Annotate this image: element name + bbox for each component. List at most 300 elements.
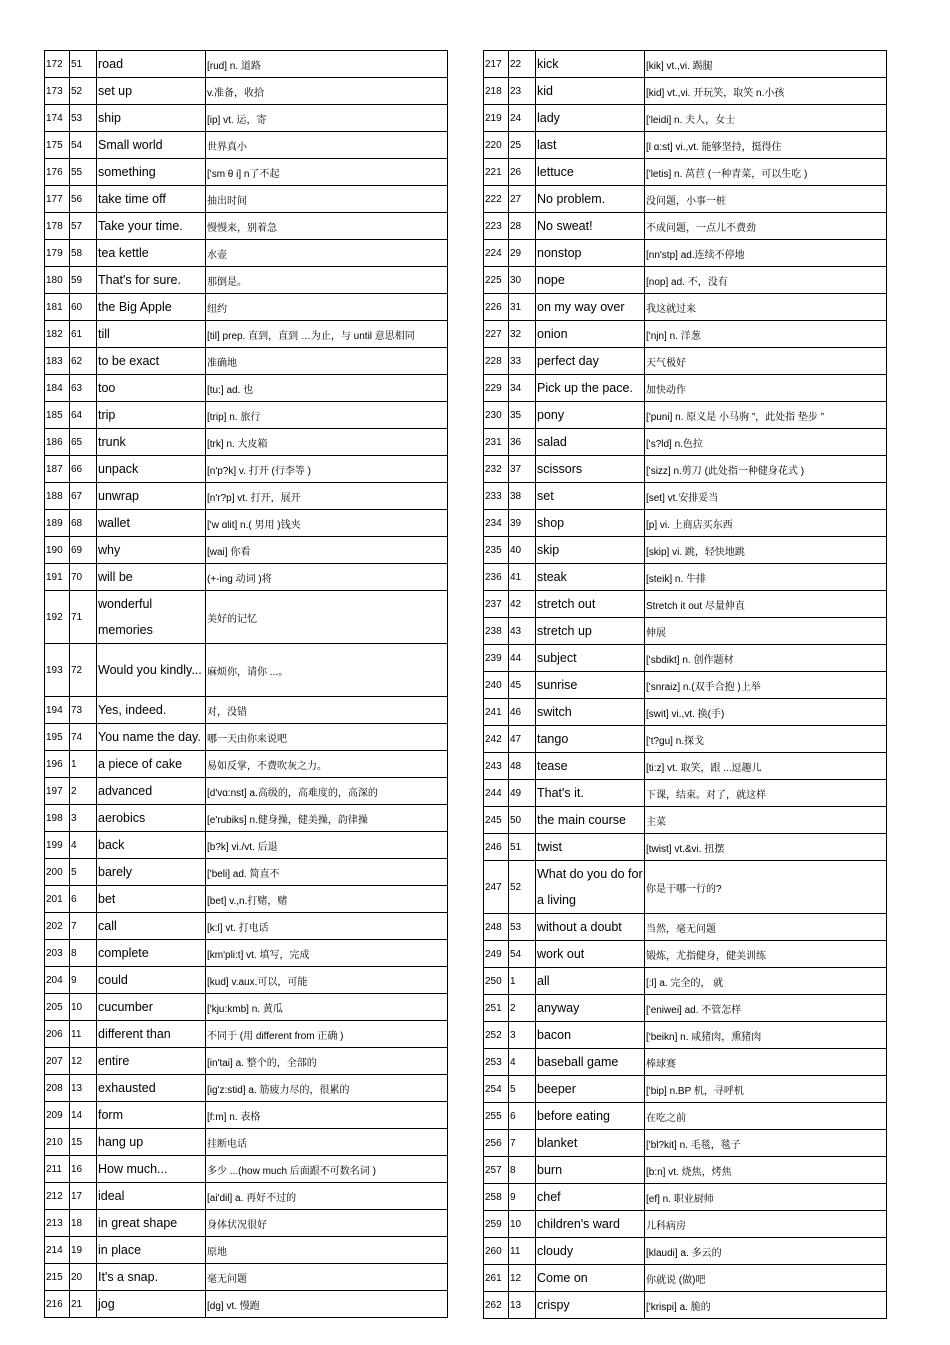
row-index: 192: [45, 591, 70, 644]
vocab-word: in great shape: [97, 1210, 206, 1237]
vocab-word: anyway: [536, 995, 645, 1022]
row-index: 178: [45, 213, 70, 240]
vocab-definition: 当然，毫无问题: [645, 914, 887, 941]
table-row: [484, 726, 887, 753]
vocab-word: perfect day: [536, 348, 645, 375]
vocab-table-left: [44, 50, 448, 1318]
lesson-number: 41: [509, 564, 536, 591]
vocab-definition: ['beikn] n. 咸猪肉，熏猪肉: [645, 1022, 887, 1049]
lesson-number: 59: [70, 267, 97, 294]
vocab-definition: 棒球赛: [645, 1049, 887, 1076]
table-row: [484, 1130, 887, 1157]
vocab-word: ideal: [97, 1183, 206, 1210]
table-row: [484, 1184, 887, 1211]
row-index: 246: [484, 834, 509, 861]
table-row: [45, 186, 448, 213]
vocab-word: No sweat!: [536, 213, 645, 240]
row-index: 213: [45, 1210, 70, 1237]
vocab-definition: 挂断电话: [206, 1129, 448, 1156]
vocab-definition: ['sbdikt] n. 创作题材: [645, 645, 887, 672]
lesson-number: 5: [509, 1076, 536, 1103]
vocab-word: pony: [536, 402, 645, 429]
vocab-word: entire: [97, 1048, 206, 1075]
vocab-word: tango: [536, 726, 645, 753]
vocab-word: kick: [536, 51, 645, 78]
row-index: 248: [484, 914, 509, 941]
table-row: [484, 1265, 887, 1292]
row-index: 236: [484, 564, 509, 591]
lesson-number: 71: [70, 591, 97, 644]
vocab-word: baseball game: [536, 1049, 645, 1076]
table-row: [484, 618, 887, 645]
vocab-definition: [wai] 你看: [206, 537, 448, 564]
row-index: 225: [484, 267, 509, 294]
vocab-definition: [ai'dil] a. 再好不过的: [206, 1183, 448, 1210]
vocab-definition: [trip] n. 旅行: [206, 402, 448, 429]
table-row: [484, 537, 887, 564]
vocab-definition: ['letis] n. 莴苣 (一种青菜，可以生吃 ): [645, 159, 887, 186]
vocab-word: subject: [536, 645, 645, 672]
table-row: [45, 564, 448, 591]
row-index: 210: [45, 1129, 70, 1156]
table-row: [45, 697, 448, 724]
vocab-word: jog: [97, 1291, 206, 1318]
vocab-definition: [in'tai] a. 整个的，全部的: [206, 1048, 448, 1075]
table-row: [484, 321, 887, 348]
lesson-number: 34: [509, 375, 536, 402]
lesson-number: 16: [70, 1156, 97, 1183]
lesson-number: 29: [509, 240, 536, 267]
vocab-definition: [ti:z] vt. 取笑，跟 ...逗趣儿: [645, 753, 887, 780]
lesson-number: 36: [509, 429, 536, 456]
vocab-word: twist: [536, 834, 645, 861]
row-index: 184: [45, 375, 70, 402]
vocab-word: exhausted: [97, 1075, 206, 1102]
vocab-word: road: [97, 51, 206, 78]
vocab-word: No problem.: [536, 186, 645, 213]
vocab-definition: [f:m] n. 表格: [206, 1102, 448, 1129]
lesson-number: 70: [70, 564, 97, 591]
table-row: [484, 159, 887, 186]
vocab-definition: [dg] vt. 慢跑: [206, 1291, 448, 1318]
vocab-word: work out: [536, 941, 645, 968]
vocab-definition: 锻炼，尤指健身，健美训练: [645, 941, 887, 968]
lesson-number: 45: [509, 672, 536, 699]
lesson-number: 44: [509, 645, 536, 672]
vocab-word: nonstop: [536, 240, 645, 267]
row-index: 201: [45, 886, 70, 913]
table-row: [45, 805, 448, 832]
vocab-definition: ['s?ld] n.色拉: [645, 429, 887, 456]
vocab-definition: Stretch it out 尽量伸直: [645, 591, 887, 618]
vocab-definition: ['krispi] a. 脆的: [645, 1292, 887, 1319]
vocab-definition: [b:n] vt. 烧焦，烤焦: [645, 1157, 887, 1184]
row-index: 175: [45, 132, 70, 159]
row-index: 245: [484, 807, 509, 834]
vocab-word: tea kettle: [97, 240, 206, 267]
table-row: [484, 186, 887, 213]
lesson-number: 53: [509, 914, 536, 941]
table-row: [45, 537, 448, 564]
vocab-word: take time off: [97, 186, 206, 213]
lesson-number: 8: [509, 1157, 536, 1184]
table-row: [45, 1264, 448, 1291]
vocab-definition: [trk] n. 大皮箱: [206, 429, 448, 456]
vocab-word: form: [97, 1102, 206, 1129]
vocab-word: That's for sure.: [97, 267, 206, 294]
vocab-table-left-body: [45, 51, 448, 1318]
vocab-definition: [tu:] ad. 也: [206, 375, 448, 402]
vocab-definition: ['puni] n. 原义是 小马驹 ”，此处指 垫步 ”: [645, 402, 887, 429]
vocab-word: the Big Apple: [97, 294, 206, 321]
vocab-word: shop: [536, 510, 645, 537]
lesson-number: 25: [509, 132, 536, 159]
row-index: 186: [45, 429, 70, 456]
vocab-word: call: [97, 913, 206, 940]
vocab-word: trunk: [97, 429, 206, 456]
vocab-definition: ['njn] n. 洋葱: [645, 321, 887, 348]
vocab-word: bet: [97, 886, 206, 913]
lesson-number: 14: [70, 1102, 97, 1129]
table-row: [484, 780, 887, 807]
vocab-word: set up: [97, 78, 206, 105]
lesson-number: 49: [509, 780, 536, 807]
vocab-definition: [twist] vt.&vi. 扭摆: [645, 834, 887, 861]
table-row: [484, 456, 887, 483]
vocab-word: chef: [536, 1184, 645, 1211]
row-index: 174: [45, 105, 70, 132]
vocab-definition: 不成问题，一点儿不费劲: [645, 213, 887, 240]
vocab-definition: ['bl?kit] n. 毛毯，毯子: [645, 1130, 887, 1157]
row-index: 232: [484, 456, 509, 483]
table-row: [484, 807, 887, 834]
lesson-number: 52: [70, 78, 97, 105]
row-index: 195: [45, 724, 70, 751]
row-index: 229: [484, 375, 509, 402]
table-row: [45, 348, 448, 375]
vocab-word: onion: [536, 321, 645, 348]
table-row: [45, 132, 448, 159]
lesson-number: 74: [70, 724, 97, 751]
table-row: [484, 267, 887, 294]
lesson-number: 53: [70, 105, 97, 132]
vocab-word: cucumber: [97, 994, 206, 1021]
row-index: 257: [484, 1157, 509, 1184]
row-index: 243: [484, 753, 509, 780]
vocab-definition: [nn'stp] ad.连续不停地: [645, 240, 887, 267]
vocab-definition: 那倒是。: [206, 267, 448, 294]
vocab-definition: 伸展: [645, 618, 887, 645]
row-index: 207: [45, 1048, 70, 1075]
lesson-number: 4: [509, 1049, 536, 1076]
vocab-definition: 麻烦你，请你 ...。: [206, 644, 448, 697]
row-index: 196: [45, 751, 70, 778]
vocab-definition: 美好的记忆: [206, 591, 448, 644]
table-row: [484, 914, 887, 941]
row-index: 187: [45, 456, 70, 483]
vocab-word: Yes, indeed.: [97, 697, 206, 724]
lesson-number: 57: [70, 213, 97, 240]
row-index: 185: [45, 402, 70, 429]
table-row: [484, 240, 887, 267]
lesson-number: 67: [70, 483, 97, 510]
vocab-word: complete: [97, 940, 206, 967]
lesson-number: 9: [509, 1184, 536, 1211]
lesson-number: 10: [509, 1211, 536, 1238]
table-row: [45, 321, 448, 348]
vocab-word: aerobics: [97, 805, 206, 832]
vocab-word: lady: [536, 105, 645, 132]
vocab-definition: 水壶: [206, 240, 448, 267]
vocab-word: wallet: [97, 510, 206, 537]
table-row: [45, 1183, 448, 1210]
vocab-definition: [k:l] vt. 打电话: [206, 913, 448, 940]
table-row: [484, 1157, 887, 1184]
lesson-number: 48: [509, 753, 536, 780]
table-row: [484, 294, 887, 321]
lesson-number: 63: [70, 375, 97, 402]
row-index: 227: [484, 321, 509, 348]
vocab-word: nope: [536, 267, 645, 294]
vocab-word: Would you kindly...: [97, 644, 206, 697]
lesson-number: 69: [70, 537, 97, 564]
lesson-number: 17: [70, 1183, 97, 1210]
lesson-number: 62: [70, 348, 97, 375]
vocab-definition: v.准备，收拾: [206, 78, 448, 105]
row-index: 211: [45, 1156, 70, 1183]
vocab-definition: 加快动作: [645, 375, 887, 402]
row-index: 182: [45, 321, 70, 348]
row-index: 239: [484, 645, 509, 672]
vocab-definition: ['kju:kmb] n. 黄瓜: [206, 994, 448, 1021]
lesson-number: 72: [70, 644, 97, 697]
vocab-word: will be: [97, 564, 206, 591]
vocab-word: ship: [97, 105, 206, 132]
row-index: 172: [45, 51, 70, 78]
vocab-word: kid: [536, 78, 645, 105]
vocab-definition: 下课，结束。对了，就这样: [645, 780, 887, 807]
lesson-number: 3: [70, 805, 97, 832]
lesson-number: 1: [509, 968, 536, 995]
vocab-word: stretch up: [536, 618, 645, 645]
vocab-word: back: [97, 832, 206, 859]
table-row: [484, 375, 887, 402]
table-row: [45, 429, 448, 456]
table-row: [45, 1156, 448, 1183]
lesson-number: 8: [70, 940, 97, 967]
vocab-definition: [p] vi. 上商店买东西: [645, 510, 887, 537]
vocab-definition: ['t?gu] n.探戈: [645, 726, 887, 753]
row-index: 216: [45, 1291, 70, 1318]
lesson-number: 43: [509, 618, 536, 645]
table-row: [45, 1048, 448, 1075]
row-index: 254: [484, 1076, 509, 1103]
lesson-number: 2: [509, 995, 536, 1022]
vocab-definition: [b?k] vi./vt. 后退: [206, 832, 448, 859]
vocab-definition: 儿科病房: [645, 1211, 887, 1238]
vocab-definition: 世界真小: [206, 132, 448, 159]
table-row: [45, 1129, 448, 1156]
row-index: 252: [484, 1022, 509, 1049]
table-row: [45, 1102, 448, 1129]
vocab-definition: [ig'z:stid] a. 筋疲力尽的，很累的: [206, 1075, 448, 1102]
table-row: [45, 913, 448, 940]
lesson-number: 40: [509, 537, 536, 564]
row-index: 233: [484, 483, 509, 510]
row-index: 206: [45, 1021, 70, 1048]
row-index: 219: [484, 105, 509, 132]
lesson-number: 58: [70, 240, 97, 267]
row-index: 240: [484, 672, 509, 699]
lesson-number: 12: [70, 1048, 97, 1075]
vocab-definition: 易如反掌，不费吹灰之力。: [206, 751, 448, 778]
vocab-table-right-body: [484, 51, 887, 1319]
lesson-number: 65: [70, 429, 97, 456]
vocab-definition: ['w ɑlit] n.( 男用 )钱夹: [206, 510, 448, 537]
vocab-word: children's ward: [536, 1211, 645, 1238]
lesson-number: 23: [509, 78, 536, 105]
lesson-number: 38: [509, 483, 536, 510]
lesson-number: 24: [509, 105, 536, 132]
row-index: 199: [45, 832, 70, 859]
table-row: [45, 267, 448, 294]
vocab-word: barely: [97, 859, 206, 886]
table-row: [484, 348, 887, 375]
vocab-definition: 抽出时间: [206, 186, 448, 213]
vocab-word: on my way over: [536, 294, 645, 321]
vocab-definition: 纽约: [206, 294, 448, 321]
table-row: [45, 483, 448, 510]
row-index: 251: [484, 995, 509, 1022]
table-row: [484, 483, 887, 510]
row-index: 179: [45, 240, 70, 267]
row-index: 189: [45, 510, 70, 537]
row-index: 262: [484, 1292, 509, 1319]
vocab-word: trip: [97, 402, 206, 429]
table-row: [45, 1021, 448, 1048]
vocab-definition: 我这就过来: [645, 294, 887, 321]
lesson-number: 73: [70, 697, 97, 724]
lesson-number: 10: [70, 994, 97, 1021]
vocab-word: salad: [536, 429, 645, 456]
vocab-word: in place: [97, 1237, 206, 1264]
vocab-word: unwrap: [97, 483, 206, 510]
row-index: 221: [484, 159, 509, 186]
vocab-table-right: [483, 50, 887, 1319]
vocab-definition: [kud] v.aux.可以，可能: [206, 967, 448, 994]
vocab-definition: [ef] n. 职业厨师: [645, 1184, 887, 1211]
vocab-definition: [e'rubiks] n.健身操，健美操，韵律操: [206, 805, 448, 832]
vocab-definition: [bet] v.,n.打赌，赌: [206, 886, 448, 913]
row-index: 212: [45, 1183, 70, 1210]
row-index: 247: [484, 861, 509, 914]
vocab-word: Pick up the pace.: [536, 375, 645, 402]
row-index: 191: [45, 564, 70, 591]
lesson-number: 9: [70, 967, 97, 994]
vocab-definition: (+-ing 动词 )将: [206, 564, 448, 591]
table-row: [45, 1291, 448, 1318]
lesson-number: 28: [509, 213, 536, 240]
row-index: 183: [45, 348, 70, 375]
lesson-number: 5: [70, 859, 97, 886]
vocab-word: till: [97, 321, 206, 348]
lesson-number: 15: [70, 1129, 97, 1156]
lesson-number: 66: [70, 456, 97, 483]
vocab-word: It's a snap.: [97, 1264, 206, 1291]
table-row: [484, 1049, 887, 1076]
row-index: 256: [484, 1130, 509, 1157]
table-row: [45, 240, 448, 267]
vocab-definition: [nop] ad. 不，没有: [645, 267, 887, 294]
lesson-number: 39: [509, 510, 536, 537]
row-index: 261: [484, 1265, 509, 1292]
vocab-word: too: [97, 375, 206, 402]
row-index: 214: [45, 1237, 70, 1264]
vocab-definition: [klaudi] a. 多云的: [645, 1238, 887, 1265]
table-row: [484, 51, 887, 78]
vocab-word: Come on: [536, 1265, 645, 1292]
vocab-word: You name the day.: [97, 724, 206, 751]
vocab-definition: 身体状况很好: [206, 1210, 448, 1237]
lesson-number: 68: [70, 510, 97, 537]
row-index: 215: [45, 1264, 70, 1291]
vocab-word: sunrise: [536, 672, 645, 699]
vocab-word: burn: [536, 1157, 645, 1184]
vocab-definition: 毫无问题: [206, 1264, 448, 1291]
row-index: 228: [484, 348, 509, 375]
vocab-definition: ['sm θ i] n了不起: [206, 159, 448, 186]
row-index: 204: [45, 967, 70, 994]
table-row: [45, 213, 448, 240]
row-index: 244: [484, 780, 509, 807]
vocab-word: Take your time.: [97, 213, 206, 240]
lesson-number: 64: [70, 402, 97, 429]
vocab-definition: [rud] n. 道路: [206, 51, 448, 78]
vocab-word: hang up: [97, 1129, 206, 1156]
table-row: [45, 751, 448, 778]
table-row: [484, 402, 887, 429]
vocab-definition: 不同于 (用 different from 正确 ): [206, 1021, 448, 1048]
row-index: 222: [484, 186, 509, 213]
table-row: [484, 941, 887, 968]
vocab-word: set: [536, 483, 645, 510]
table-row: [484, 510, 887, 537]
vocab-definition: 在吃之前: [645, 1103, 887, 1130]
table-row: [484, 699, 887, 726]
lesson-number: 18: [70, 1210, 97, 1237]
vocab-definition: 哪一天由你来说吧: [206, 724, 448, 751]
lesson-number: 52: [509, 861, 536, 914]
table-row: [45, 375, 448, 402]
vocab-definition: 天气极好: [645, 348, 887, 375]
lesson-number: 13: [509, 1292, 536, 1319]
vocab-word: How much...: [97, 1156, 206, 1183]
lesson-number: 11: [509, 1238, 536, 1265]
vocab-word: skip: [536, 537, 645, 564]
table-row: [484, 78, 887, 105]
table-row: [45, 51, 448, 78]
table-row: [45, 724, 448, 751]
vocab-word: different than: [97, 1021, 206, 1048]
vocab-definition: 你就说 (做)吧: [645, 1265, 887, 1292]
lesson-number: 37: [509, 456, 536, 483]
lesson-number: 60: [70, 294, 97, 321]
vocab-word: unpack: [97, 456, 206, 483]
lesson-number: 33: [509, 348, 536, 375]
lesson-number: 27: [509, 186, 536, 213]
row-index: 224: [484, 240, 509, 267]
vocab-definition: [l ɑ:st] vi.,vt. 能够坚持，挺得住: [645, 132, 887, 159]
